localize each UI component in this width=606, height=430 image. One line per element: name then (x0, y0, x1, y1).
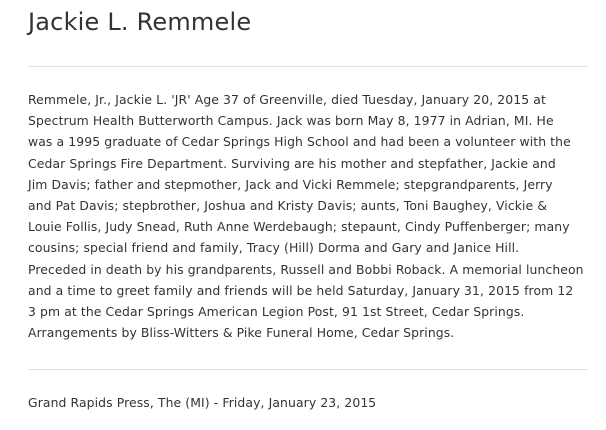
bottom-divider (28, 369, 588, 370)
obituary-line: was a 1995 graduate of Cedar Springs High School and had been a volunteer with the (28, 134, 571, 150)
obituary-title: Jackie L. Remmele (28, 8, 252, 36)
obituary-line: and Pat Davis; stepbrother, Joshua and Kristy Davis; aunts, Toni Baughey, Vickie & (28, 198, 548, 214)
obituary-line: Spectrum Health Butterworth Campus. Jack was born May 8, 1977 in Adrian, MI. He (28, 113, 554, 129)
top-divider (28, 66, 588, 67)
publication-source: Grand Rapids Press, The (MI) - Friday, January 23, 2015 (28, 395, 377, 410)
obituary-line: Preceded in death by his grandparents, Russell and Bobbi Roback. A memorial luncheon (28, 261, 584, 277)
obituary-line: Louie Follis, Judy Snead, Ruth Anne Werdebaugh; stepaunt, Cindy Puffenberger; many (28, 219, 570, 235)
obituary-line: Jim Davis; father and stepmother, Jack and Vicki Remmele; stepgrandparents, Jerry (28, 176, 553, 192)
obituary-body (28, 89, 590, 343)
obituary-line: Remmele, Jr., Jackie L. 'JR' Age 37 of Greenville, died Tuesday, January 20, 2015 at (28, 92, 546, 107)
obituary-line: and a time to greet family and friends will be held Saturday, January 31, 2015 from 12 (28, 282, 574, 298)
obituary-line: Cedar Springs Fire Department. Surviving are his mother and stepfather, Jackie and (28, 155, 556, 171)
obituary-line: cousins; special friend and family, Tracy (Hill) Dorma and Gary and Janice Hill. (28, 240, 520, 256)
obituary-line: 3 pm at the Cedar Springs American Legion Post, 91 1st Street, Cedar Springs. (28, 304, 525, 320)
obituary-line: Arrangements by Bliss-Witters & Pike Funeral Home, Cedar Springs. (28, 325, 455, 341)
